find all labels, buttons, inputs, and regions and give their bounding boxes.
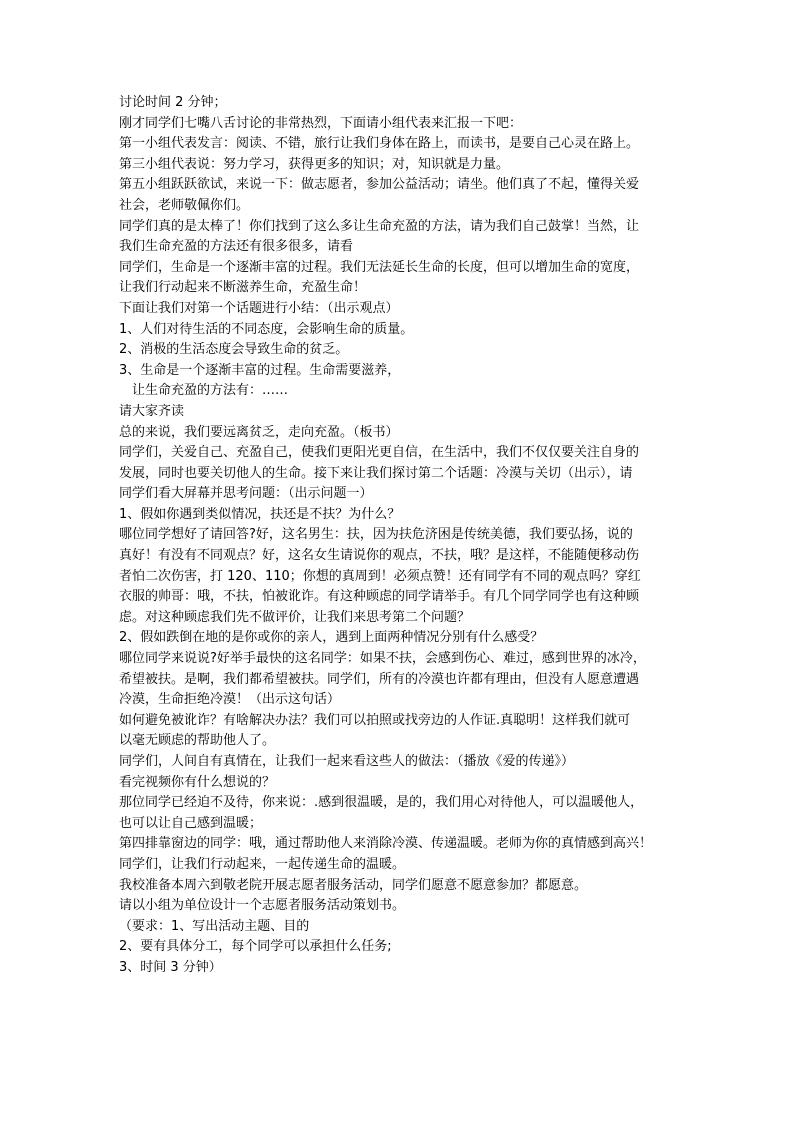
- text-line: 哪位同学来说说?好举手最快的这名同学：如果不扶，会感到伤心、难过，感到世界的冰冷，: [119, 651, 646, 667]
- text-line: 3、生命是一个逐渐丰富的过程。生命需要滋养，: [119, 362, 401, 378]
- text-line: 第三小组代表说：努力学习，获得更多的知识；对，知识就是力量。: [119, 156, 510, 172]
- text-line: 冷漠，生命拒绝冷漠！（出示这句话）: [119, 692, 341, 708]
- text-line: 也可以让自己感到温暖；: [119, 815, 263, 831]
- text-line: 请大家齐读: [119, 403, 185, 419]
- text-line: 者怕二次伤害，打 120、110；你想的真周到！必须点赞！还有同学有不同的观点吗？穿红: [119, 568, 641, 584]
- text-line: 我校准备本周六到敬老院开展志愿者服务活动，同学们愿意不愿意参加？都愿意。: [119, 877, 588, 893]
- text-line: 讨论时间 2 分钟；: [119, 95, 227, 110]
- text-line: 同学们，人间自有真情在，让我们一起来看这些人的做法：（播放《爱的传递》）: [119, 754, 575, 769]
- text-line: 3、时间 3 分钟）: [119, 959, 222, 975]
- text-line: 刚才同学们七嘴八舌讨论的非常热烈，下面请小组代表来汇报一下吧：: [119, 115, 523, 131]
- text-line: 下面让我们对第一个话题进行小结：（出示观点）: [119, 300, 399, 316]
- text-line: 发展，同时也要关切他人的生命。接下来让我们探讨第二个话题：冷漠与关切（出示），请: [119, 465, 633, 481]
- text-line: 同学们真的是太棒了！你们找到了这么多让生命充盈的方法，请为我们自己鼓掌！当然，让: [119, 218, 640, 234]
- text-line: （要求：1、写出活动主题、目的: [119, 918, 310, 934]
- text-line: 2、消极的生活态度会导致生命的贫乏。: [119, 342, 349, 358]
- text-line: 2、要有具体分工，每个同学可以承担什么任务;: [119, 939, 392, 955]
- text-line: 我们生命充盈的方法还有很多很多，请看: [119, 239, 354, 255]
- text-line: 如何避免被讹诈？有啥解决办法？我们可以拍照或找旁边的人作证.真聪明！这样我们就可: [119, 712, 631, 728]
- text-line: 以毫无顾虑的帮助他人了。: [119, 733, 276, 749]
- text-line: 2、假如跌倒在地的是你或你的亲人，遇到上面两种情况分别有什么感受？: [119, 630, 544, 646]
- text-line: 衣服的帅哥：哦，不扶，怕被讹诈。有这种顾虑的同学请举手。有几个同学同学也有这种顾: [119, 589, 640, 605]
- text-line: 同学们，关爱自己、充盈自己，使我们更阳光更自信，在生活中，我们不仅仅要关注自身的: [119, 445, 640, 461]
- text-line: 同学们，生命是一个逐渐丰富的过程。我们无法延长生命的长度，但可以增加生命的宽度，: [119, 259, 640, 275]
- text-line: 虑。对这种顾虑我们先不做评价，让我们来思考第二个问题？: [119, 609, 471, 625]
- text-line: 总的来说，我们要远离贫乏，走向充盈。（板书）: [119, 424, 399, 440]
- text-line: 第五小组跃跃欲试，来说一下：做志愿者，参加公益活动；请坐。他们真了不起，懂得关爱: [119, 177, 640, 193]
- text-line: 希望被扶。是啊，我们都希望被扶。同学们，所有的冷漠也许都有理由，但没有人愿意遭遇: [119, 671, 640, 687]
- text-line: 同学们看大屏幕并思考问题：（出示问题一）: [119, 486, 373, 502]
- text-line: 请以小组为单位设计一个志愿者服务活动策划书。: [119, 898, 406, 914]
- text-line: 第四排靠窗边的同学：哦，通过帮助他人来消除冷漠、传递温暖。老师为你的真情感到高兴！: [119, 836, 653, 852]
- text-line: 真好！有没有不同观点？好，这名女生请说你的观点，不扶，哦？是这样，不能随便移动伤: [119, 548, 640, 564]
- text-line: 让生命充盈的方法有：……: [132, 383, 289, 399]
- text-line: 1、假如你遇到类似情况，扶还是不扶？为什么？: [119, 506, 401, 522]
- text-line: 看完视频你有什么想说的？: [119, 774, 276, 790]
- document-body: [119, 93, 679, 979]
- text-line: 同学们，让我们行动起来，一起传递生命的温暖。: [119, 856, 406, 872]
- text-line: 让我们行动起来不断滋养生命，充盈生命！: [119, 280, 367, 296]
- text-line: 第一小组代表发言：阅读、不错，旅行让我们身体在路上，而读书，是要自己心灵在路上。: [119, 136, 640, 152]
- text-line: 社会，老师敬佩你们。: [119, 197, 250, 213]
- text-line: 哪位同学想好了请回答?好，这名男生：扶，因为扶危济困是传统美德，我们要弘扬，说的: [119, 527, 633, 543]
- text-line: 1、人们对待生活的不同态度，会影响生命的质量。: [119, 321, 414, 337]
- text-line: 那位同学已经迫不及待，你来说：.感到很温暖，是的，我们用心对待他人，可以温暖他人，: [119, 795, 644, 811]
